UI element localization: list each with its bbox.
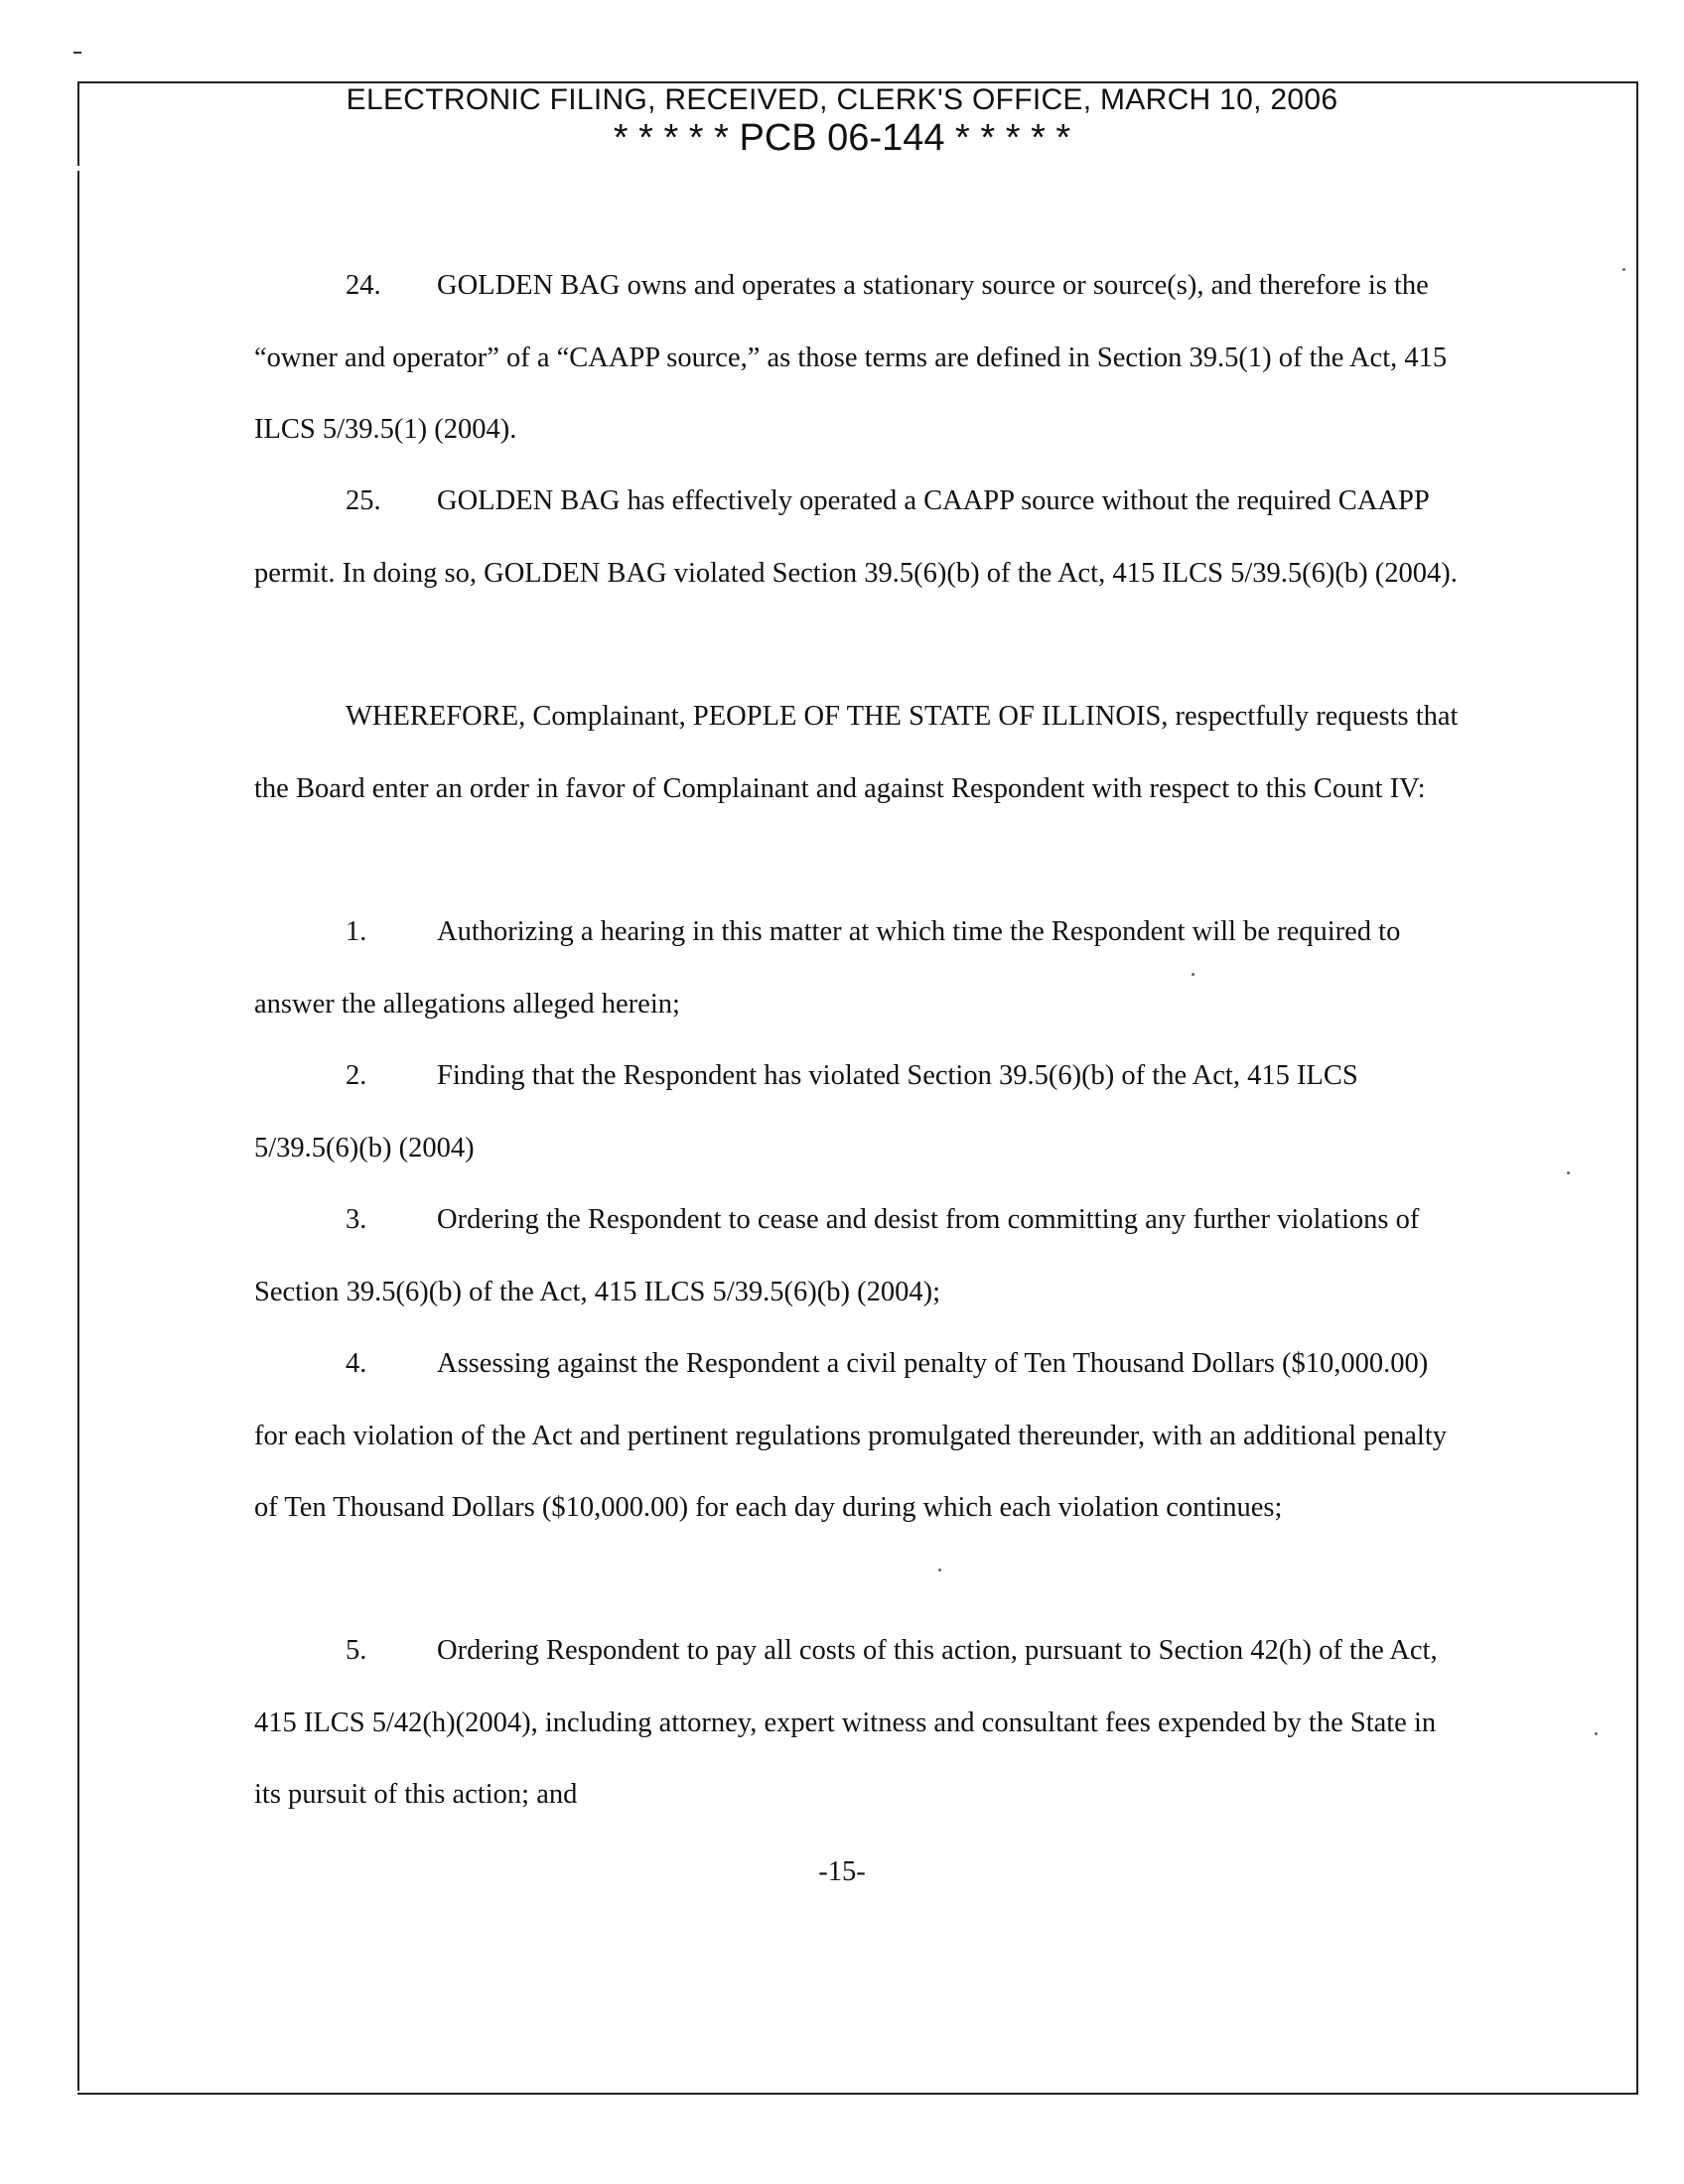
filing-stamp-line: ELECTRONIC FILING, RECEIVED, CLERK'S OFFICE, MARCH 10, 2006 <box>346 83 1338 116</box>
paragraph-number: 1. <box>346 916 367 947</box>
paragraph-text: GOLDEN BAG owns and operates a stationary source or source(s), and therefore is the “owner and operator” of a “CAAPP source,” as those terms are defined in Section 39.5(1) of the Act, 415 ILCS 5/39.5(1) (2004). <box>254 270 1448 445</box>
relief-item-5 <box>254 1615 1466 1832</box>
scan-speck <box>1567 1171 1570 1174</box>
page-number: -15- <box>818 1856 866 1887</box>
paragraph-text: Ordering the Respondent to cease and desist from committing any further violations of Section 39.5(6)(b) of the Act, 415 ILCS 5/39.5(6)(b) (2004); <box>254 1204 1420 1307</box>
paragraph-text: WHEREFORE, Complainant, PEOPLE OF THE STATE OF ILLINOIS, respectfully requests that the Board enter an order in favor of Complainant and against Respondent with respect to this Count IV: <box>254 701 1459 804</box>
relief-item-2 <box>254 1040 1466 1184</box>
paragraph-number: 4. <box>346 1348 367 1379</box>
paragraph-number: 3. <box>346 1204 367 1235</box>
scan-speck <box>938 1569 941 1571</box>
margin-tick <box>73 52 81 54</box>
paragraph-number: 25. <box>346 485 381 516</box>
scan-speck <box>1622 268 1625 271</box>
page-frame-left <box>77 171 79 2091</box>
scan-speck <box>1192 973 1194 976</box>
paragraph-text: Ordering Respondent to pay all costs of this action, pursuant to Section 42(h) of the Act, 415 ILCS 5/42(h)(2004), including attorney, expert witness and consultant fees expended by the State in its pursuit of this action; and <box>254 1635 1438 1810</box>
relief-item-3 <box>254 1184 1466 1328</box>
paragraph-number: 24. <box>346 270 381 301</box>
paragraph-number: 2. <box>346 1060 367 1091</box>
paragraph-text: Authorizing a hearing in this matter at which time the Respondent will be required to answer the allegations alleged herein; <box>254 916 1401 1020</box>
case-number-line: * * * * * PCB 06-144 * * * * * <box>613 117 1071 159</box>
paragraph-number: 5. <box>346 1635 367 1666</box>
paragraph-text: GOLDEN BAG has effectively operated a CAAPP source without the required CAAPP permit. In doing so, GOLDEN BAG violated Section 39.5(6)(b) of the Act, 415 ILCS 5/39.5(6)(b) (2004). <box>254 485 1458 589</box>
wherefore-paragraph <box>254 681 1466 825</box>
paragraph-text: Finding that the Respondent has violated Section 39.5(6)(b) of the Act, 415 ILCS 5/39.5(6)(b) (2004) <box>254 1060 1358 1163</box>
relief-item-4 <box>254 1328 1466 1545</box>
scan-speck <box>1595 1732 1598 1735</box>
paragraph-25 <box>254 466 1466 610</box>
paragraph-text: Assessing against the Respondent a civil penalty of Ten Thousand Dollars ($10,000.00) for each violation of the Act and pertinent regulations promulgated thereunder, with an additional penalty of Ten Thousand Dollars ($10,000.00) for each day during which each violation continues; <box>254 1348 1448 1523</box>
paragraph-24 <box>254 250 1466 467</box>
relief-item-1 <box>254 896 1466 1040</box>
